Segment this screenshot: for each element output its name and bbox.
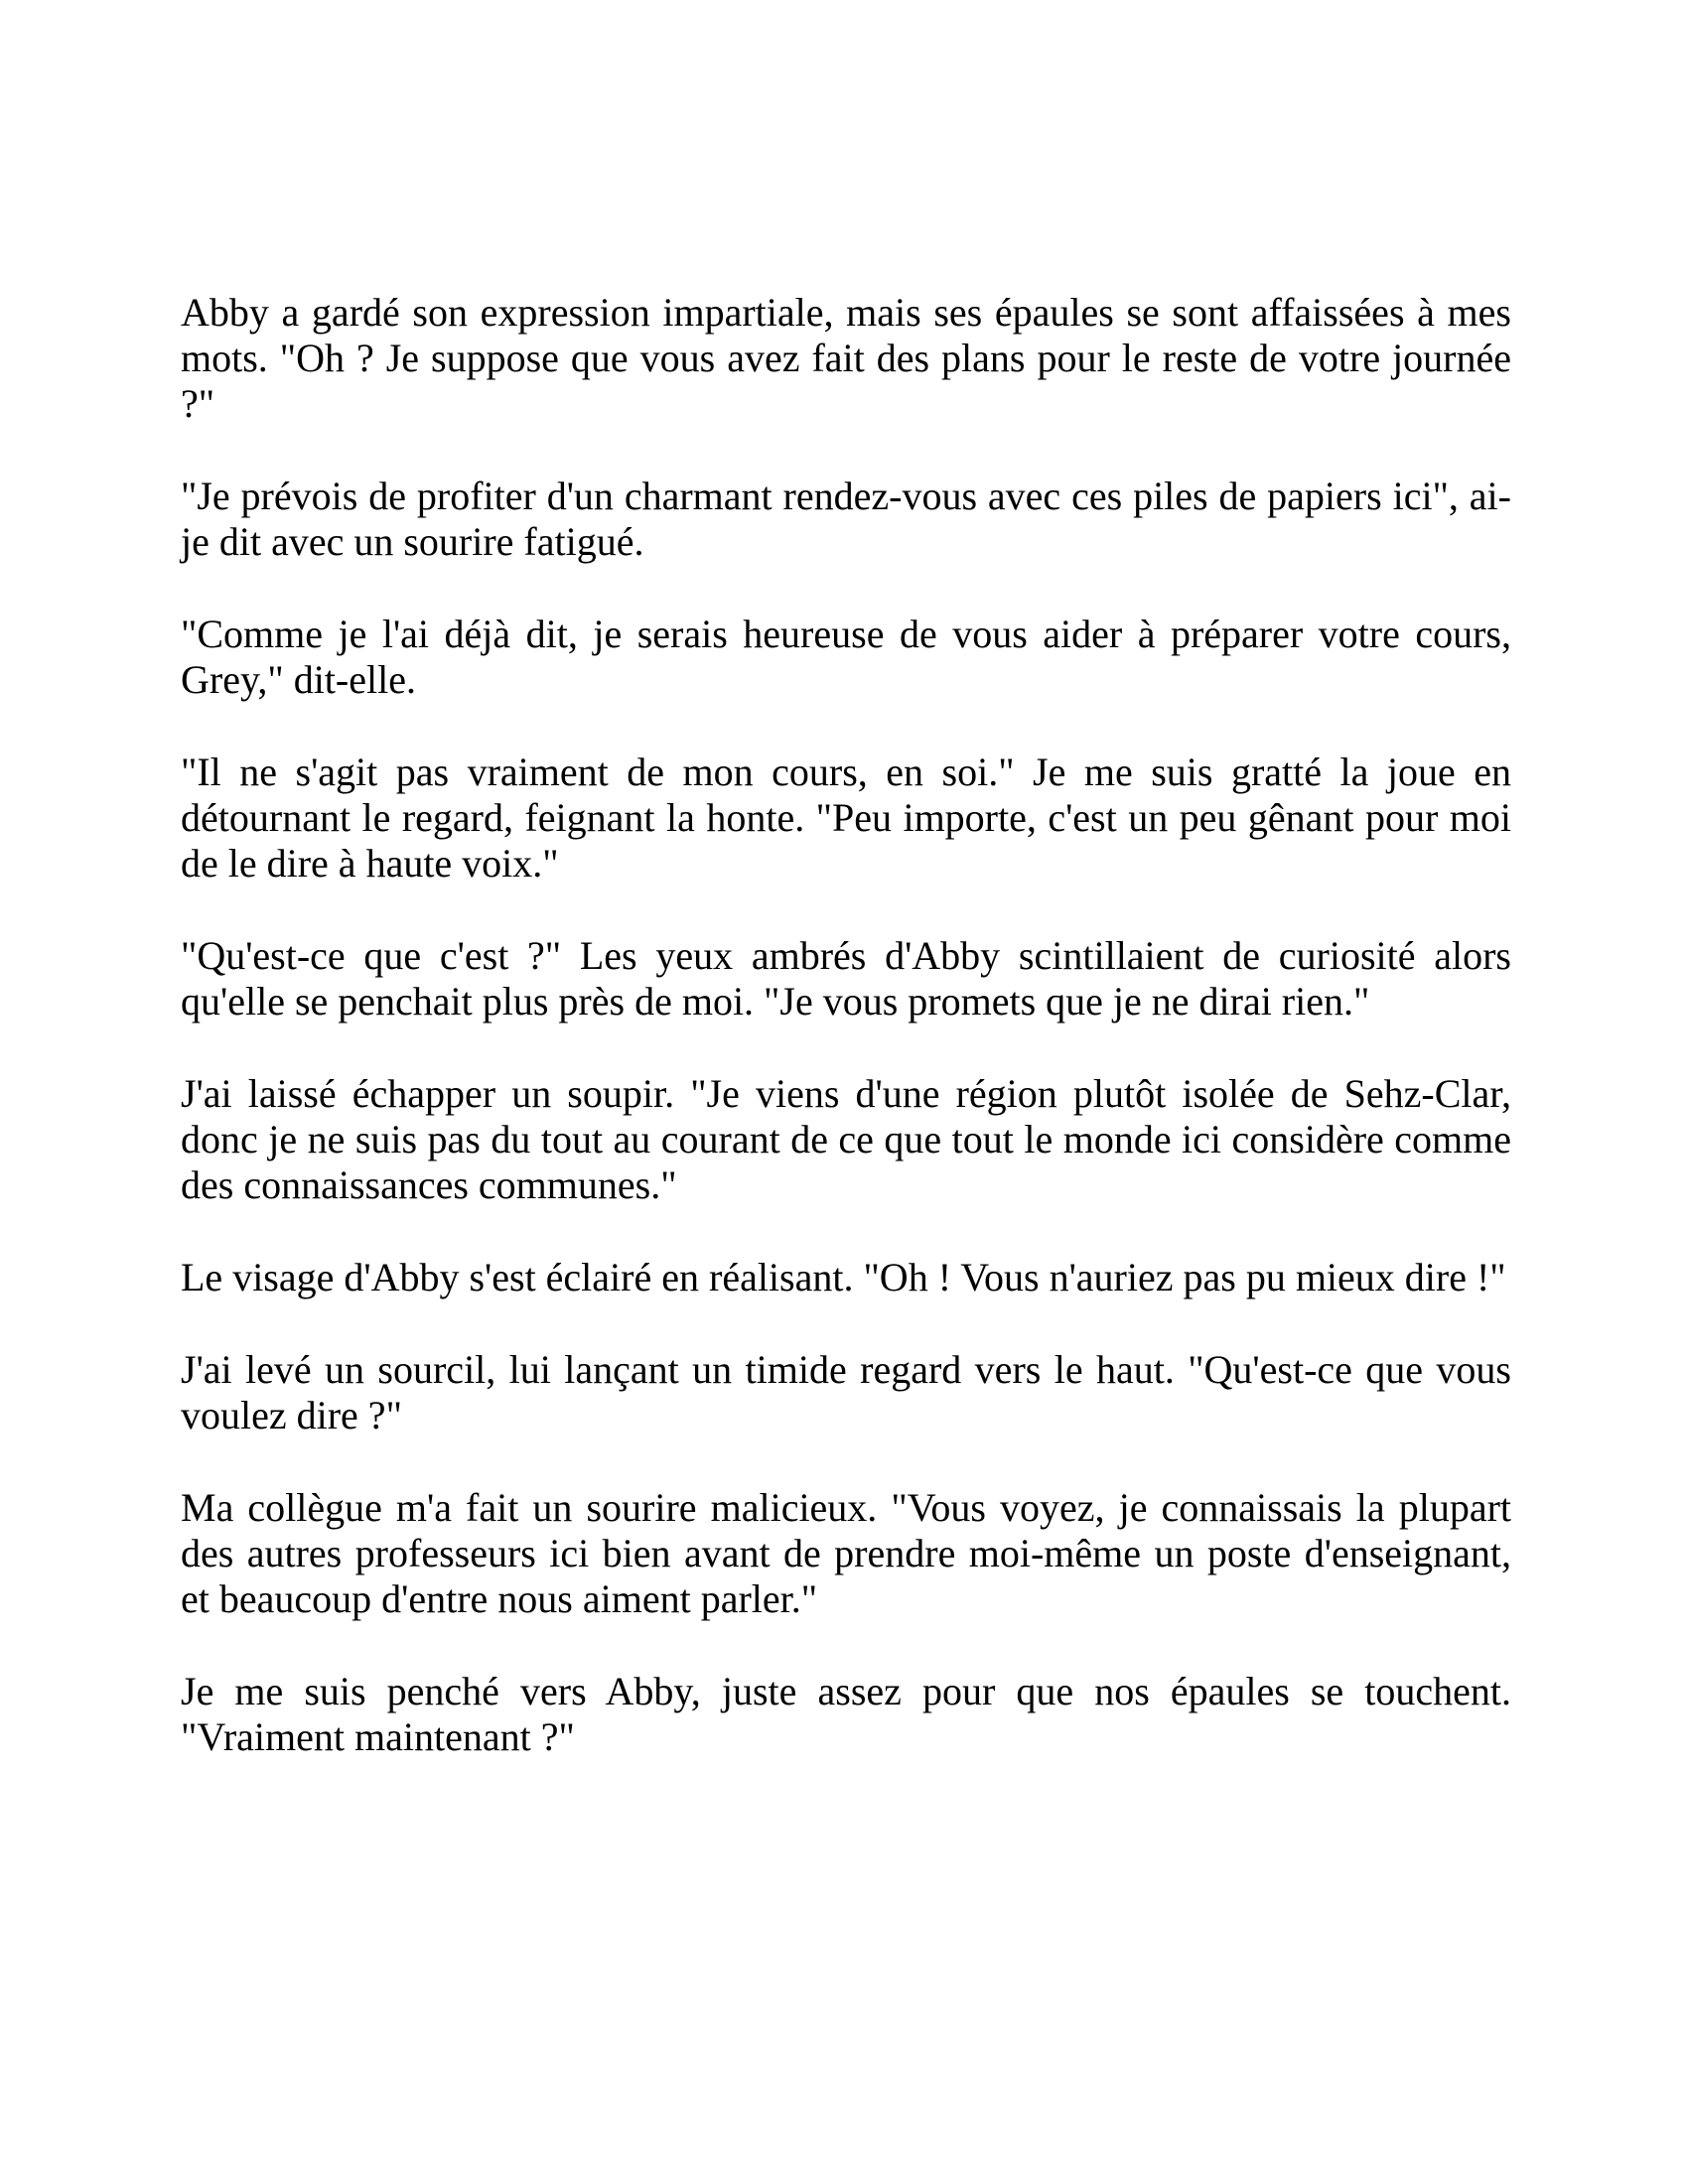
paragraph: "Comme je l'ai déjà dit, je serais heureuse de vous aider à préparer votre cours, Grey," dit-elle. [181, 612, 1511, 702]
text-block [181, 290, 1511, 1760]
paragraph: "Il ne s'agit pas vraiment de mon cours, en soi." Je me suis gratté la joue en détournant le regard, feignant la honte. "Peu importe, c'est un peu gênant pour moi de le dire à haute voix." [181, 750, 1511, 886]
paragraph: Ma collègue m'a fait un sourire malicieux. "Vous voyez, je connaissais la plupart des autres professeurs ici bien avant de prendre moi-même un poste d'enseignant, et beaucoup d'entre nous aiment parler." [181, 1485, 1511, 1621]
paragraph: Je me suis penché vers Abby, juste assez pour que nos épaules se touchent. "Vraiment maintenant ?" [181, 1669, 1511, 1759]
paragraph: Abby a gardé son expression impartiale, mais ses épaules se sont affaissées à mes mots. "Oh ? Je suppose que vous avez fait des plans pour le reste de votre journée ?" [181, 290, 1511, 426]
paragraph: "Qu'est-ce que c'est ?" Les yeux ambrés d'Abby scintillaient de curiosité alors qu'elle se penchait plus près de moi. "Je vous promets que je ne dirai rien." [181, 933, 1511, 1024]
paragraph: J'ai laissé échapper un soupir. "Je viens d'une région plutôt isolée de Sehz-Clar, donc je ne suis pas du tout au courant de ce que tout le monde ici considère comme des connaissances communes." [181, 1071, 1511, 1207]
paragraph: J'ai levé un sourcil, lui lançant un timide regard vers le haut. "Qu'est-ce que vous voulez dire ?" [181, 1347, 1511, 1437]
paragraph: "Je prévois de profiter d'un charmant rendez-vous avec ces piles de papiers ici", ai-je dit avec un sourire fatigué. [181, 474, 1511, 564]
paragraph: Le visage d'Abby s'est éclairé en réalisant. "Oh ! Vous n'auriez pas pu mieux dire !" [181, 1255, 1506, 1299]
